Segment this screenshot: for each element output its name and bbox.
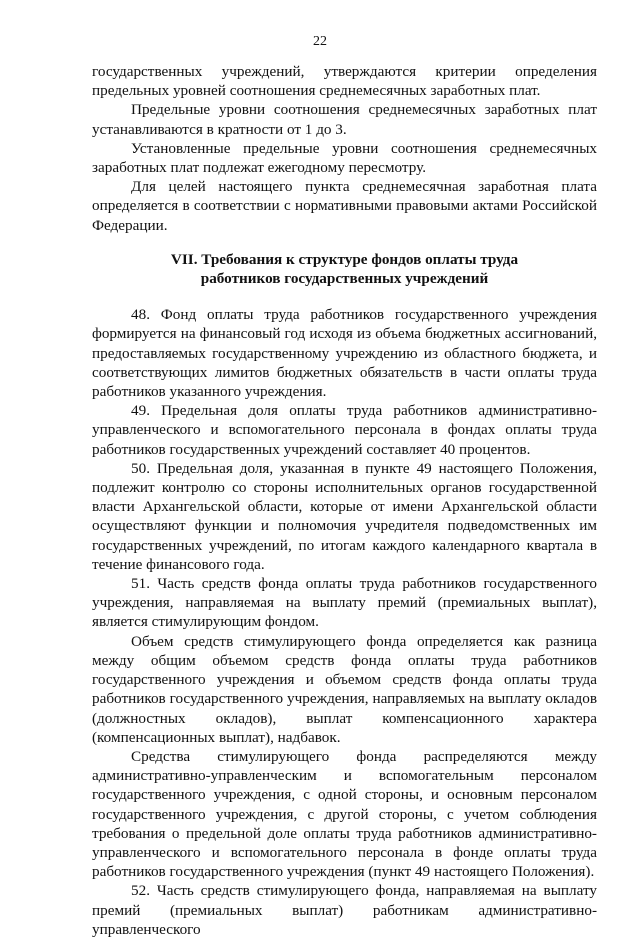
paragraph: Средства стимулирующего фонда распределяются между административно-управленческим и вспомогательным персоналом государственного учреждения, с одной стороны, и основным персоналом государственного учреждения, с другой стороны, с учетом соблюдения требования о предельной доле оплаты труда работников административно-управленческого и вспомогательного персонала в фонде оплаты труда работников государственного учреждения (пункт 49 настоящего Положения). [92, 747, 597, 881]
page-number: 22 [313, 34, 327, 49]
paragraph-item-49: 49. Предельная доля оплаты труда работников административно-управленческого и вспомогательного персонала в фондах оплаты труда работников государственных учреждений составляет 40 процентов. [92, 402, 597, 458]
paragraph-item-48: 48. Фонд оплаты труда работников государственного учреждения формируется на финансовый год исходя из объема бюджетных ассигнований, предоставляемых государственному учреждению из областного бюджета, и соответствующих лимитов бюджетных обязательств в части оплаты труда работников указанного учреждения. [92, 306, 597, 401]
section-heading-line: работников государственных учреждений [200, 270, 489, 288]
section-heading-line: VII. Требования к структуре фондов оплаты труда [170, 250, 519, 268]
paragraph-item-51: 51. Часть средств фонда оплаты труда работников государственного учреждения, направляемая на выплату премий (премиальных выплат), является стимулирующим фондом. [92, 575, 597, 631]
paragraph: Установленные предельные уровни соотношения среднемесячных заработных плат подлежат ежегодному пересмотру. [92, 139, 597, 177]
paragraph-item-50: 50. Предельная доля, указанная в пункте 49 настоящего Положения, подлежит контролю со стороны исполнительных органов государственной власти Архангельской области, которые от имени Архангельской области осуществляют функции и полномочия учредителя подведомственных им государственных учреждений, по итогам каждого календарного квартала в течение финансового года. [92, 459, 597, 573]
section-heading [92, 250, 597, 288]
paragraph-continuation: государственных учреждений, утверждаются критерии определения предельных уровней соотношения среднемесячных заработных плат. [92, 63, 597, 100]
section-content [92, 305, 597, 939]
paragraph-item-52: 52. Часть средств стимулирующего фонда, направляемая на выплату премий (премиальных выплат) работникам административно-управленческого [92, 882, 597, 938]
paragraph: Объем средств стимулирующего фонда определяется как разница между общим объемом средств фонда оплаты труда работников государственного учреждения и объемом средств фонда оплаты труда работников государственного учреждения, направляемых на выплату окладов (должностных окладов), выплат компенсационного характера (компенсационных выплат), надбавок. [92, 632, 597, 746]
paragraph: Предельные уровни соотношения среднемесячных заработных плат устанавливаются в кратности от 1 до 3. [92, 101, 597, 138]
document-body [92, 62, 597, 939]
paragraph: Для целей настоящего пункта среднемесячная заработная плата определяется в соответствии с нормативными правовыми актами Российской Федерации. [92, 178, 597, 234]
